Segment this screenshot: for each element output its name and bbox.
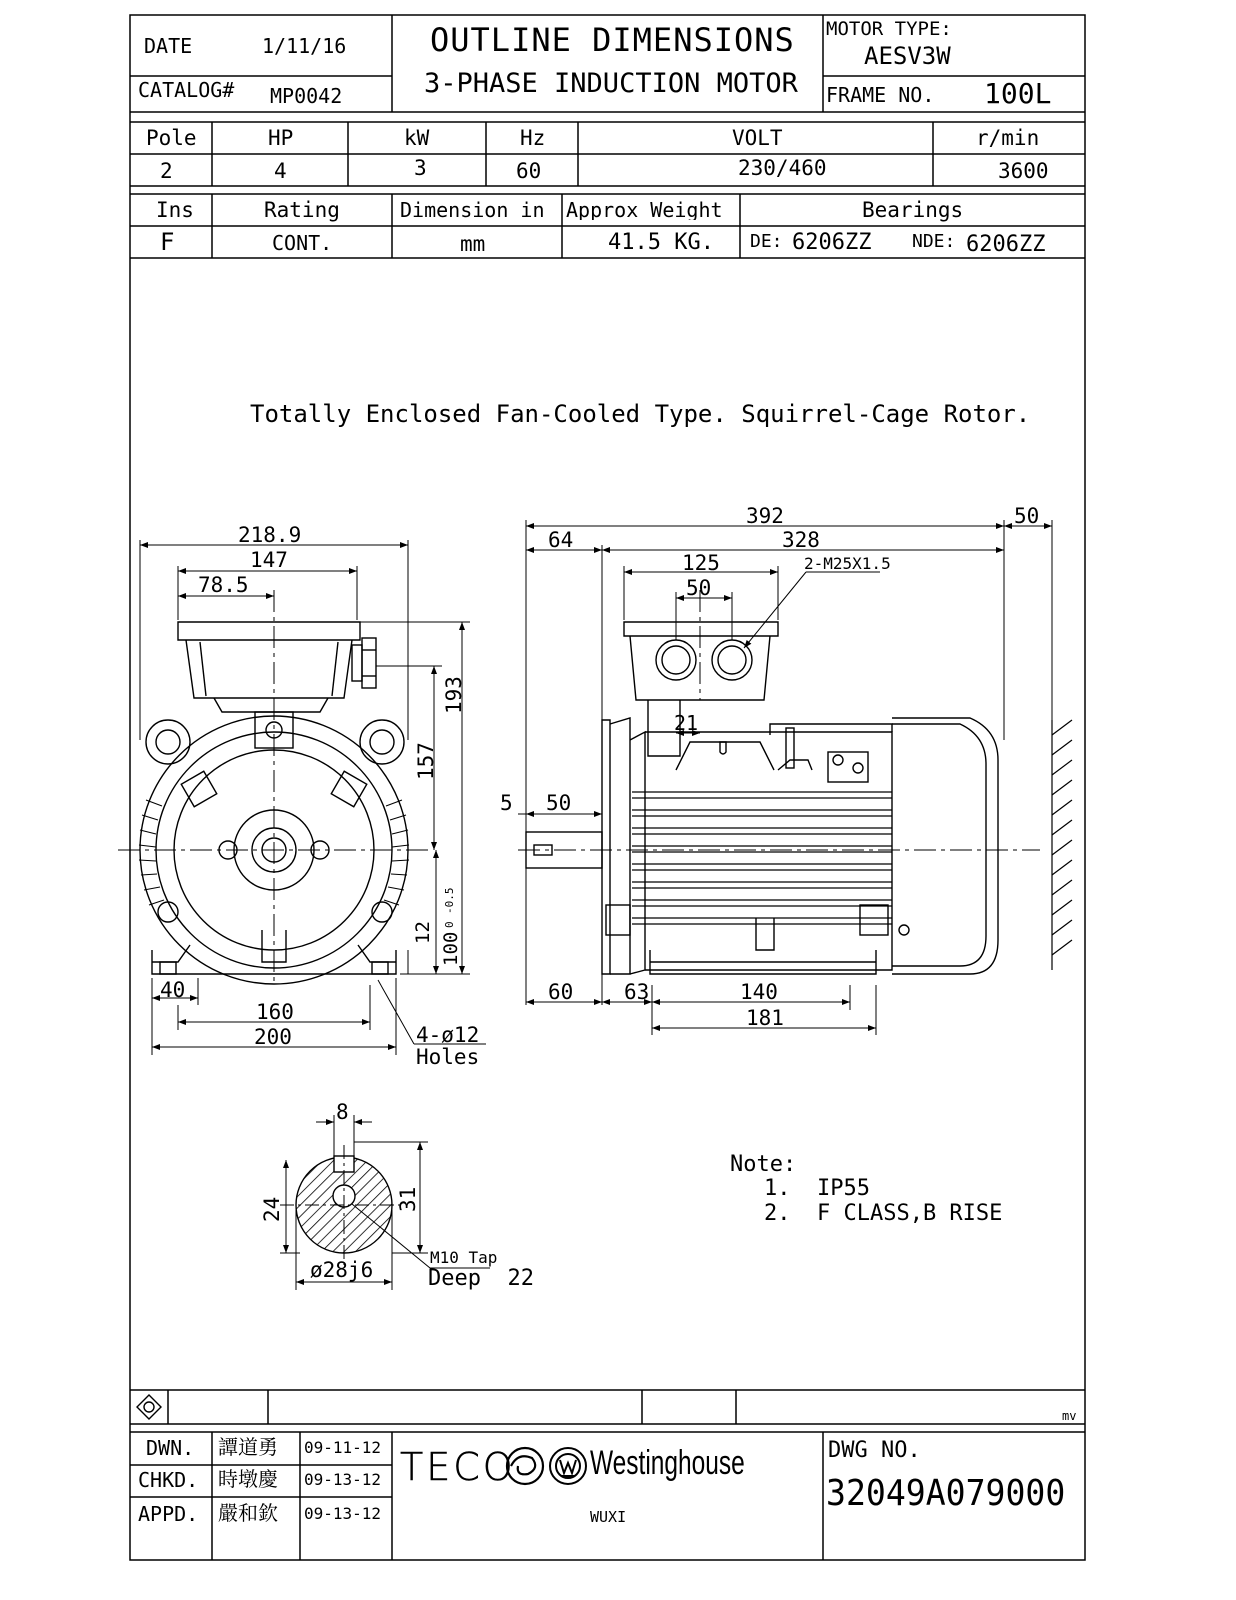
westinghouse-w-logo-icon [550, 1448, 586, 1484]
side-view [518, 590, 1040, 974]
dim-50-fan: 50 [1014, 504, 1040, 528]
dim-12: 12 [412, 921, 434, 944]
checked-name: 時墩慶 [218, 1467, 278, 1491]
drawing-number: 32049A079000 [826, 1473, 1066, 1514]
dim-100-tol-lower: -0.5 [443, 887, 456, 914]
dim-140: 140 [740, 980, 778, 1004]
drawing-title: OUTLINE DIMENSIONS [430, 21, 795, 59]
mounting-holes-label: Holes [416, 1045, 480, 1069]
bearing-de-label: DE: [750, 231, 783, 252]
notes-title: Note: [730, 1152, 797, 1177]
rating-header-kw: kW [404, 126, 430, 150]
dim-63: 63 [624, 980, 650, 1004]
location: WUXI [590, 1508, 627, 1526]
tap-depth: Deep 22 [428, 1266, 534, 1291]
spec-header-dimension: Dimension in [400, 200, 545, 220]
checked-date: 09-13-12 [304, 1470, 382, 1489]
dim-147: 147 [250, 548, 288, 572]
spec-header-ins: Ins [156, 198, 194, 222]
mounting-holes-size: 4-ø12 [416, 1023, 480, 1047]
spec-header-rating: Rating [264, 198, 340, 222]
motor-type-value: AESV3W [864, 42, 951, 70]
dim-60: 60 [548, 980, 574, 1004]
approved-name: 嚴和欽 [218, 1501, 278, 1525]
dim-50-shaft: 50 [546, 791, 572, 815]
frame-value: 100L [984, 77, 1052, 110]
spec-rating: CONT. [272, 231, 333, 255]
dim-328: 328 [782, 528, 820, 552]
date-value: 1/11/16 [262, 34, 347, 58]
dim-193: 193 [442, 676, 466, 714]
dim-key-8: 8 [336, 1100, 349, 1124]
motor-type-label: MOTOR TYPE: [826, 18, 952, 40]
rating-header-rmin: r/min [976, 126, 1040, 150]
rating-pole: 2 [160, 159, 173, 183]
catalog-value: MP0042 [270, 84, 343, 108]
checked-label: CHKD. [138, 1468, 199, 1492]
shaft-section [280, 1145, 400, 1265]
dim-21: 21 [674, 711, 699, 735]
dim-218-9: 218.9 [238, 523, 302, 547]
dim-40: 40 [160, 978, 186, 1002]
approved-label: APPD. [138, 1502, 199, 1526]
westinghouse-brand: Westinghouse [590, 1444, 745, 1482]
teco-brand: TECO [400, 1445, 516, 1489]
rating-header-hp: HP [268, 126, 294, 150]
rating-hz: 60 [516, 159, 542, 183]
dim-78-5: 78.5 [198, 573, 249, 597]
rating-header-volt: VOLT [732, 126, 783, 150]
spec-header-bearings: Bearings [862, 198, 964, 222]
dim-157: 157 [414, 742, 438, 780]
rating-header-pole: Pole [146, 126, 197, 150]
tolerance-diamond-icon [137, 1395, 161, 1419]
note-2: 2. F CLASS,B RISE [764, 1201, 1003, 1226]
rating-kw: 3 [414, 156, 427, 180]
dim-50-terminal: 50 [686, 576, 712, 600]
dim-200: 200 [254, 1025, 292, 1049]
bearing-de-value: 6206ZZ [792, 230, 872, 255]
dim-64: 64 [548, 528, 574, 552]
tap-size: M10 Tap [430, 1248, 498, 1267]
drawn-date: 09-11-12 [304, 1438, 382, 1457]
revision-mark: mv [1062, 1409, 1077, 1423]
note-1: 1. IP55 [764, 1176, 870, 1201]
drawn-name: 譚道勇 [218, 1435, 278, 1459]
drawing-number-label: DWG NO. [828, 1438, 921, 1463]
front-view [118, 590, 430, 985]
dim-100: 100 [440, 931, 462, 966]
dim-100-tol-upper: 0 [443, 921, 456, 928]
approved-date: 09-13-12 [304, 1504, 382, 1523]
dim-31: 31 [396, 1186, 420, 1212]
shaft-diameter: ø28j6 [310, 1258, 374, 1282]
rating-volt: 230/460 [738, 156, 827, 180]
cable-gland-size: 2-M25X1.5 [804, 554, 891, 573]
rating-rmin: 3600 [998, 159, 1049, 183]
bearing-nde-label: NDE: [912, 231, 956, 252]
dim-24: 24 [260, 1196, 284, 1222]
drawing-subtitle: 3-PHASE INDUCTION MOTOR [424, 68, 798, 99]
motor-description: Totally Enclosed Fan-Cooled Type. Squirrel-Cage Rotor. [250, 400, 1031, 428]
catalog-label: CATALOG# [138, 78, 235, 102]
rating-hp: 4 [274, 159, 287, 183]
dim-125: 125 [682, 551, 720, 575]
rating-header-hz: Hz [520, 126, 546, 150]
dim-181: 181 [746, 1006, 784, 1030]
date-label: DATE [144, 34, 193, 58]
spec-ins: F [160, 228, 175, 256]
dim-160: 160 [256, 1000, 294, 1024]
spec-weight: 41.5 KG. [608, 230, 714, 255]
bearing-nde-value: 6206ZZ [966, 232, 1046, 257]
drawn-label: DWN. [146, 1436, 195, 1460]
dim-5: 5 [500, 791, 513, 815]
spec-header-weight: Approx Weight [566, 200, 723, 220]
spec-dimension: mm [460, 232, 486, 256]
dim-392: 392 [746, 504, 784, 528]
frame-label: FRAME NO. [826, 83, 935, 107]
